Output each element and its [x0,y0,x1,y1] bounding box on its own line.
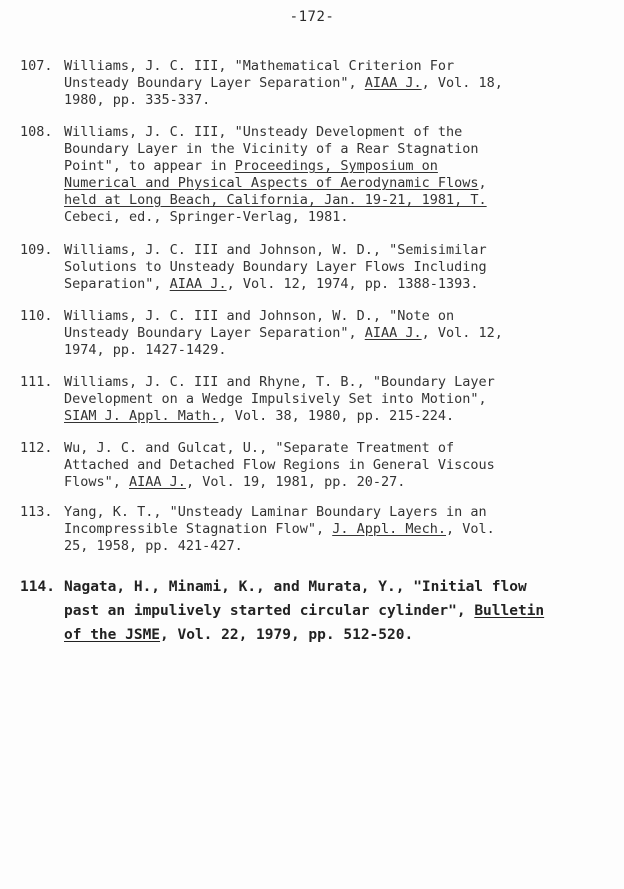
reference-number: 110. [20,308,53,324]
reference-113 [20,504,610,555]
reference-text: Williams, J. C. III, "Unsteady Development of the [64,124,463,140]
reference-text: past an impulively started circular cylinder", [64,603,475,619]
reference-text: Attached and Detached Flow Regions in General Viscous [64,457,495,473]
page-number: -172- [289,9,335,25]
reference-text: , [478,175,487,191]
reference-text: Yang, K. T., "Unsteady Laminar Boundary Layers in an [64,504,487,520]
reference-line [64,92,610,109]
reference-line [64,575,610,599]
reference-text: , Vol. 22, 1979, pp. 512-520. [160,627,414,643]
reference-text: Williams, J. C. III, "Mathematical Criterion For [64,58,455,74]
reference-line [64,242,610,259]
reference-source-text: held at Long Beach, California, Jan. 19-21, 1981, T. [64,192,487,208]
reference-text: Williams, J. C. III and Rhyne, T. B., "Boundary Layer [64,374,495,390]
reference-line [64,599,610,623]
reference-line [64,408,610,425]
reference-text: Solutions to Unsteady Boundary Layer Flows Including [64,259,487,275]
reference-line [64,308,610,325]
reference-text: Williams, J. C. III and Johnson, W. D., "Note on [64,308,455,324]
reference-number: 109. [20,242,53,258]
reference-111 [20,374,610,425]
reference-112 [20,440,610,491]
reference-line [64,504,610,521]
reference-line [64,521,610,538]
reference-line [64,175,610,192]
reference-line [64,259,610,276]
reference-text: , Vol. [446,521,495,537]
reference-source-text: Bulletin [474,603,545,619]
reference-source-text: Numerical and Physical Aspects of Aerodynamic Flows [64,175,479,191]
reference-text: Development on a Wedge Impulsively Set into Motion", [64,391,487,407]
reference-text: 1980, pp. 335-337. [64,92,211,108]
reference-source-text: AIAA J. [169,276,227,292]
reference-source-text: J. Appl. Mech. [332,521,447,537]
reference-source-text: SIAM J. Appl. Math. [64,408,219,424]
reference-text: Unsteady Boundary Layer Separation", [64,75,365,91]
reference-line [64,141,610,158]
reference-text: , Vol. 38, 1980, pp. 215-224. [218,408,455,424]
reference-text: Unsteady Boundary Layer Separation", [64,325,365,341]
reference-line [64,457,610,474]
reference-text: Nagata, H., Minami, K., and Murata, Y., "Initial flow [64,579,527,595]
reference-line [64,538,610,555]
reference-text: Flows", [64,474,130,490]
reference-line [64,374,610,391]
reference-text: , Vol. 19, 1981, pp. 20-27. [185,474,406,490]
reference-line [64,325,610,342]
reference-line [64,58,610,75]
reference-text: Incompressible Stagnation Flow", [64,521,333,537]
reference-line [64,276,610,293]
reference-108 [20,124,610,226]
reference-line [64,75,610,92]
reference-list [20,58,610,647]
reference-text: Wu, J. C. and Gulcat, U., "Separate Treatment of [64,440,455,456]
reference-107 [20,58,610,109]
reference-text: Separation", [64,276,170,292]
reference-line [64,623,610,647]
reference-number: 111. [20,374,53,390]
reference-number: 107. [20,58,53,74]
reference-number: 112. [20,440,53,456]
reference-source-text: of the JSME [64,627,161,643]
reference-text: Williams, J. C. III and Johnson, W. D., "Semisimilar [64,242,487,258]
reference-text: , Vol. 18, [421,75,503,91]
reference-text: 25, 1958, pp. 421-427. [64,538,243,554]
reference-number: 113. [20,504,53,520]
reference-line [64,440,610,457]
reference-line [64,158,610,175]
reference-114 [20,575,610,647]
reference-line [64,391,610,408]
reference-line [64,192,610,209]
reference-source-text: AIAA J. [364,75,422,91]
reference-text: Boundary Layer in the Vicinity of a Rear Stagnation [64,141,479,157]
reference-line [64,124,610,141]
reference-line [64,209,610,226]
reference-text: Cebeci, ed., Springer-Verlag, 1981. [64,209,349,225]
reference-text: , Vol. 12, 1974, pp. 1388-1393. [226,276,479,292]
reference-text: Point", to appear in [64,158,235,174]
reference-110 [20,308,610,359]
reference-109 [20,242,610,293]
reference-source-text: AIAA J. [129,474,186,490]
reference-number: 108. [20,124,53,140]
reference-source-text: AIAA J. [364,325,422,341]
reference-text: , Vol. 12, [421,325,503,341]
reference-line [64,342,610,359]
reference-source-text: Proceedings, Symposium on [234,158,438,174]
reference-text: 1974, pp. 1427-1429. [64,342,227,358]
reference-number: 114. [20,579,55,595]
reference-line [64,474,610,491]
